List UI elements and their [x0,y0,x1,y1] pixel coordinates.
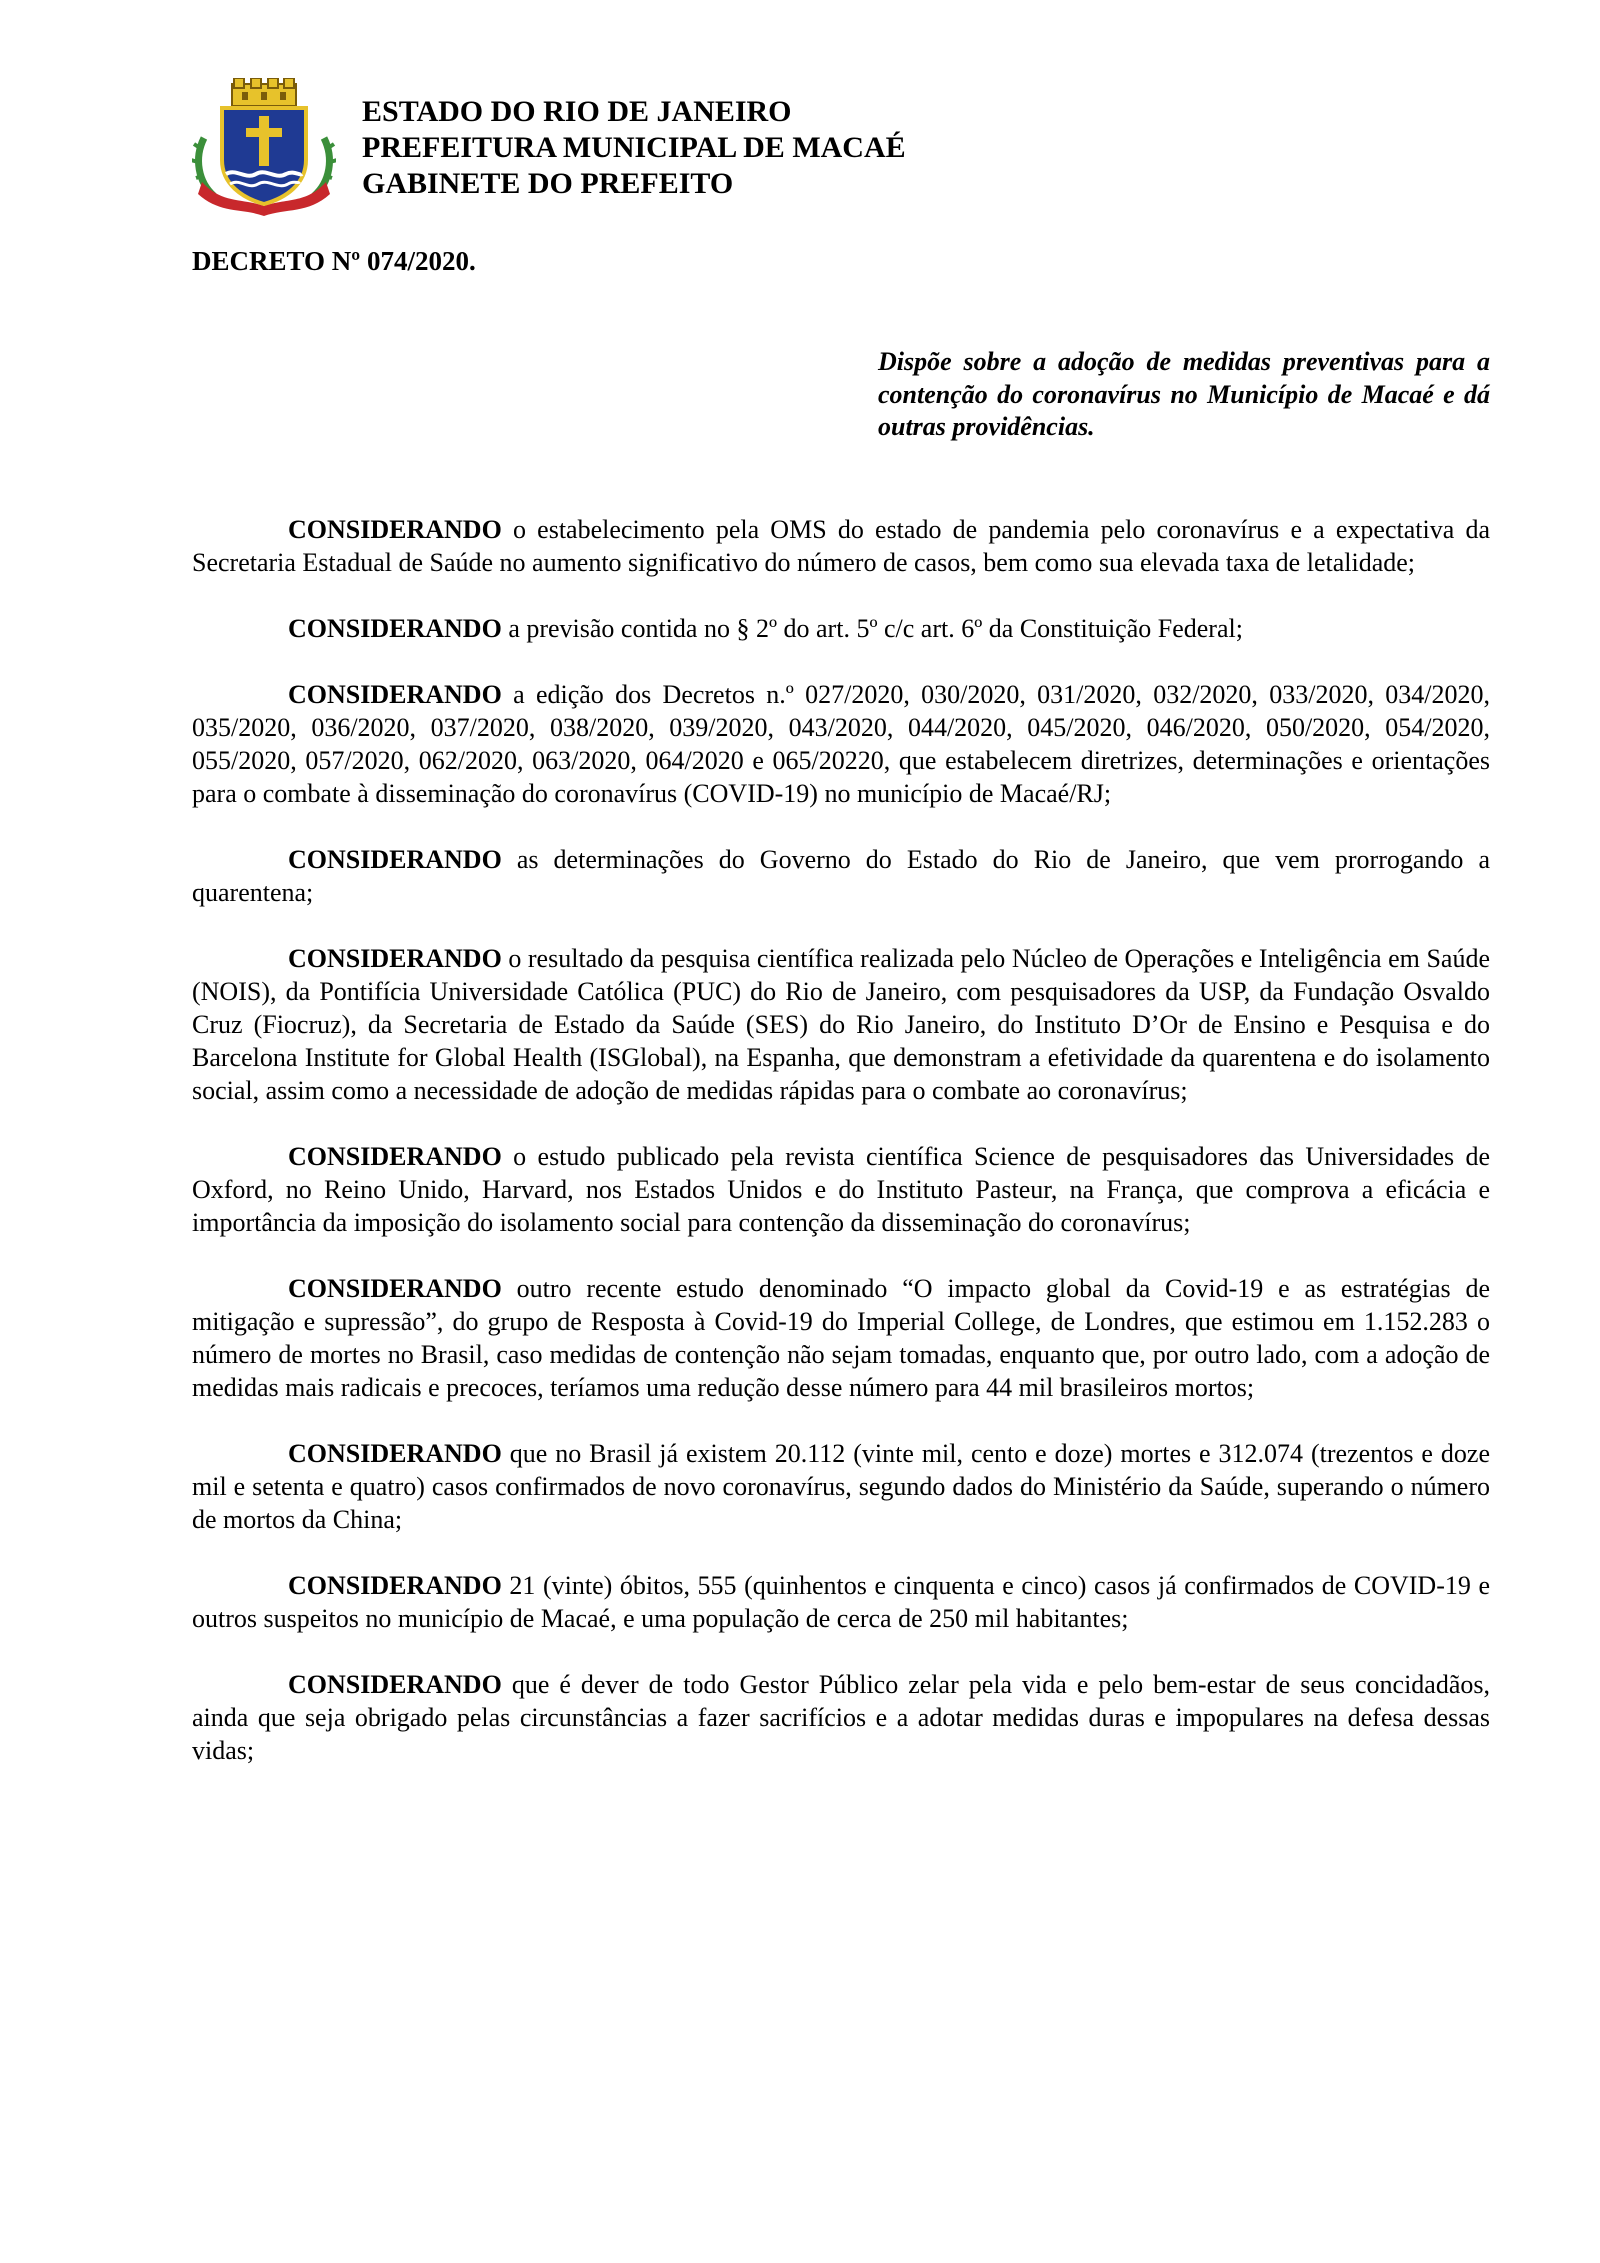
considerando-text: o estudo publicado pela revista científica Science de pesquisadores das Universidades de Oxford, no Reino Unido, Harvard, nos Estados Unidos e do Instituto Pasteur, na França, que comprova a eficácia e importância da imposição do isolamento social para contenção da disseminação do coronavírus; [192,1142,1490,1237]
considerando-paragraph [192,612,1490,645]
considerando-paragraph [192,678,1490,810]
considerando-paragraph [192,513,1490,579]
decree-body [192,513,1490,1800]
considerando-text: o estabelecimento pela OMS do estado de pandemia pelo coronavírus e a expectativa da Secretaria Estadual de Saúde no aumento significativo do número de casos, bem como sua elevada taxa de letalidade; [192,515,1490,577]
considerando-text: que é dever de todo Gestor Público zelar pela vida e pelo bem-estar de seus concidadãos, ainda que seja obrigado pelas circunstâncias a fazer sacrifícios e a adotar medidas duras e impopulares na defesa dessas vidas; [192,1670,1490,1765]
considerando-lead: CONSIDERANDO [288,1142,502,1171]
considerando-paragraph [192,1668,1490,1767]
considerando-paragraph [192,1569,1490,1635]
considerando-text: as determinações do Governo do Estado do Rio de Janeiro, que vem prorrogando a quarentena; [192,845,1490,907]
decree-ementa: Dispõe sobre a adoção de medidas preventivas para a contenção do coronavírus no Município de Macaé e dá outras providências. [878,347,1490,441]
considerando-paragraph [192,1140,1490,1239]
letterhead-state: ESTADO DO RIO DE JANEIRO [362,95,792,128]
letterhead-prefecture: PREFEITURA MUNICIPAL DE MACAÉ [362,131,906,164]
considerando-lead: CONSIDERANDO [288,1439,502,1468]
letterhead [362,94,906,202]
considerando-text: outro recente estudo denominado “O impacto global da Covid-19 e as estratégias de mitigação e supressão”, do grupo de Resposta à Covid-19 do Imperial College, de Londres, que estimou em 1.152.283 o número de mortes no Brasil, caso medidas de contenção não sejam tomadas, enquanto que, por outro lado, com a adoção de medidas mais radicais e precoces, teríamos uma redução desse número para 44 mil brasileiros mortos; [192,1274,1490,1402]
considerando-lead: CONSIDERANDO [288,1670,502,1699]
considerando-lead: CONSIDERANDO [288,944,502,973]
considerando-lead: CONSIDERANDO [288,515,502,544]
considerando-lead: CONSIDERANDO [288,614,502,643]
municipal-coat-of-arms-icon [192,78,336,216]
considerando-lead: CONSIDERANDO [288,1571,502,1600]
considerando-paragraph [192,1272,1490,1404]
considerando-paragraph [192,843,1490,909]
considerando-text: 21 (vinte) óbitos, 555 (quinhentos e cinquenta e cinco) casos já confirmados de COVID-19 e outros suspeitos no município de Macaé, e uma população de cerca de 250 mil habitantes; [192,1571,1490,1633]
considerando-lead: CONSIDERANDO [288,845,502,874]
considerando-text: que no Brasil já existem 20.112 (vinte mil, cento e doze) mortes e 312.074 (trezentos e doze mil e setenta e quatro) casos confirmados de novo coronavírus, segundo dados do Ministério da Saúde, superando o número de mortos da China; [192,1439,1490,1534]
considerando-paragraph [192,942,1490,1107]
decree-number: DECRETO Nº 074/2020. [192,246,476,276]
considerando-text: o resultado da pesquisa científica realizada pelo Núcleo de Operações e Inteligência em Saúde (NOIS), da Pontifícia Universidade Católica (PUC) do Rio de Janeiro, com pesquisadores da USP, da Fundação Osvaldo Cruz (Fiocruz), da Secretaria de Estado da Saúde (SES) do Rio Janeiro, do Instituto D’Or de Ensino e Pesquisa e do Barcelona Institute for Global Health (ISGlobal), na Espanha, que demonstram a efetividade da quarentena e do isolamento social, assim como a necessidade de adoção de medidas rápidas para o combate ao coronavírus; [192,944,1490,1105]
considerando-paragraph [192,1437,1490,1536]
considerando-text: a previsão contida no § 2º do art. 5º c/c art. 6º da Constituição Federal; [501,614,1243,643]
considerando-text: a edição dos Decretos n.º 027/2020, 030/2020, 031/2020, 032/2020, 033/2020, 034/2020, 035/2020, 036/2020, 037/2020, 038/2020, 039/2020, 043/2020, 044/2020, 045/2020, 046/2020, 050/2020, 054/2020, 055/2020, 057/2020, 062/2020, 063/2020, 064/2020 e 065/20220, que estabelecem diretrizes, determinações e orientações para o combate à disseminação do coronavírus (COVID-19) no município de Macaé/RJ; [192,680,1490,808]
considerando-lead: CONSIDERANDO [288,680,502,709]
letterhead-office: GABINETE DO PREFEITO [362,167,734,200]
considerando-lead: CONSIDERANDO [288,1274,502,1303]
